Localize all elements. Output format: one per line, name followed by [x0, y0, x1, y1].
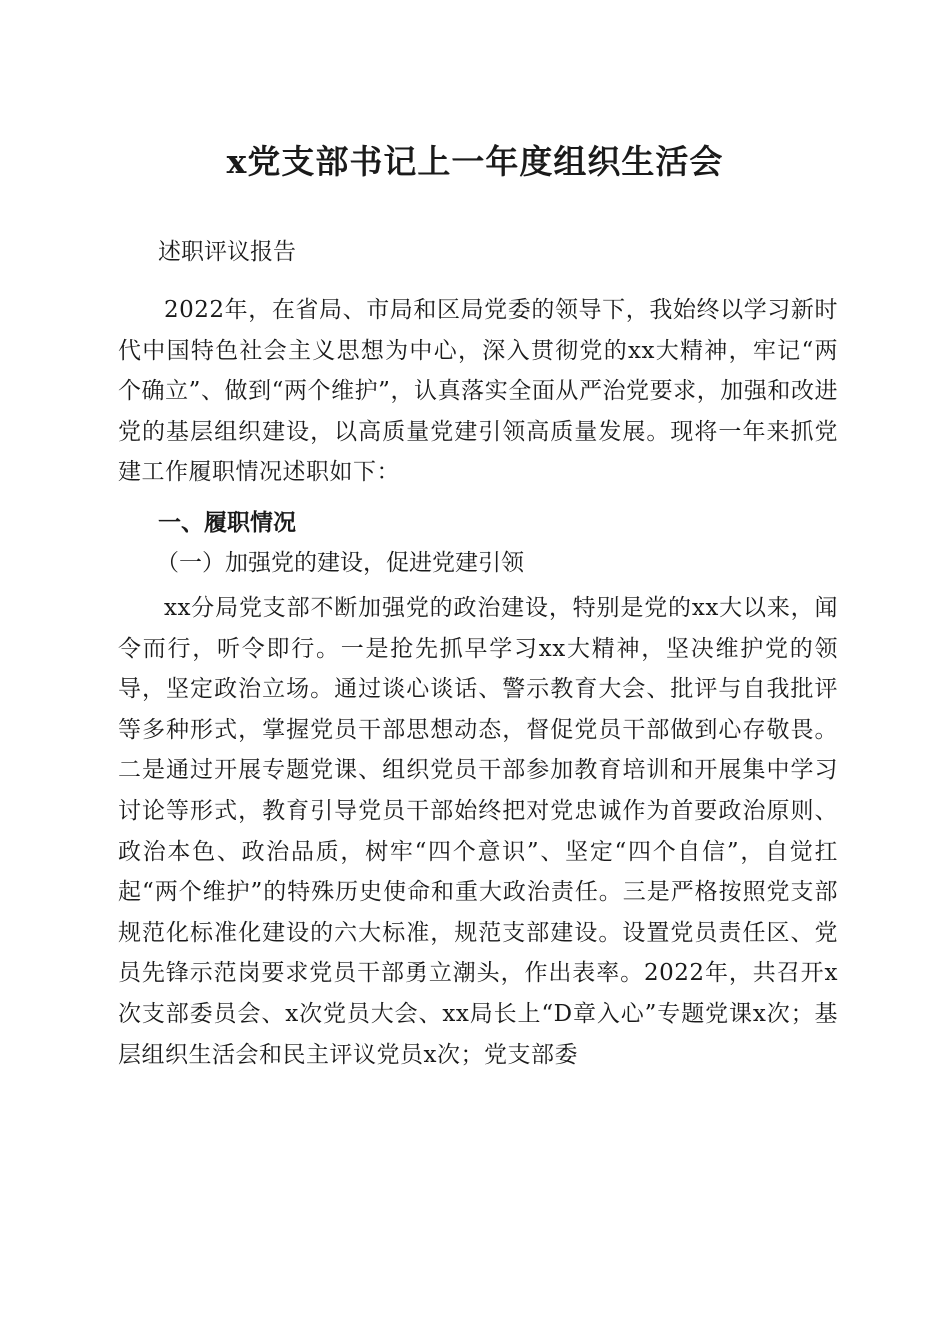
section-heading: 一、履职情况	[158, 510, 296, 536]
document-subtitle: 述职评议报告	[158, 239, 296, 265]
body-paragraph: xx分局党支部不断加强党的政治建设，特别是党的xx大以来，闻令而行，听令即行。一是抢先抓早学习xx大精神，坚决维护党的领导，坚定政治立场。通过谈心谈话、警示教育大会、批评与自我批评等多种形式，掌握党员干部思想动态，督促党员干部做到心存敬畏。二是通过开展专题党课、组织党员干部参加教育培训和开展集中学习讨论等形式，教育引导党员干部始终把对党忠诚作为首要政治原则、政治本色、政治品质，树牢“四个意识”、坚定“四个自信”，自觉扛起“两个维护”的特殊历史使命和重大政治责任。三是严格按照党支部规范化标准化建设的六大标准，规范支部建设。设置党员责任区、党员先锋示范岗要求党员干部勇立潮头，作出表率。2022年，共召开x次支部委员会、x次党员大会、xx局长上“D章入心”专题党课x次；基层组织生活会和民主评议党员x次；党支部委	[118, 595, 838, 1068]
intro-paragraph: 2022年，在省局、市局和区局党委的领导下，我始终以学习新时代中国特色社会主义思想为中心，深入贯彻党的xx大精神，牢记“两个确立”、做到“两个维护”，认真落实全面从严治党要求，加强和改进党的基层组织建设，以高质量党建引领高质量发展。现将一年来抓党建工作履职情况述职如下：	[118, 297, 838, 486]
subsection-heading: （一）加强党的建设，促进党建引领	[156, 550, 524, 576]
document-title: x党支部书记上一年度组织生活会	[226, 142, 724, 181]
